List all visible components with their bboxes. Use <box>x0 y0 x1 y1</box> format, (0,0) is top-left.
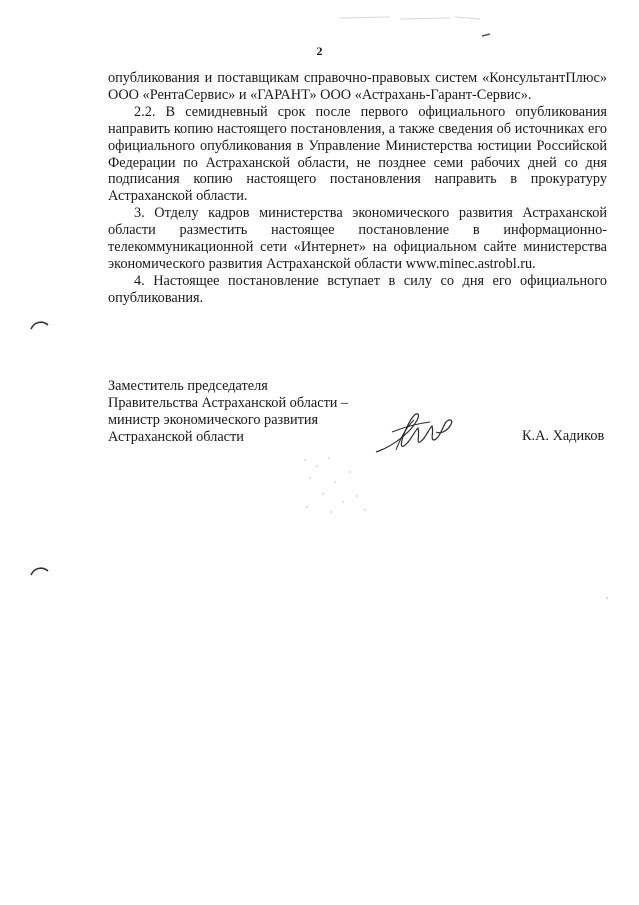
faint-stamp-noise <box>295 452 385 522</box>
punch-mark-icon <box>28 318 52 332</box>
signer-title-line: министр экономического развития <box>108 412 319 428</box>
scan-noise-top <box>330 8 500 43</box>
paragraph-continuation: опубликования и поставщикам справочно-правовых систем «КонсультантПлюс» ООО «РентаСервис» и «ГАРАНТ» ООО «Астрахань-Гарант-Сервис». <box>108 70 607 103</box>
signer-title-line: Астраханской области <box>108 429 244 445</box>
punch-mark-icon <box>28 564 52 578</box>
paragraph-4: 4. Настоящее постановление вступает в силу со дня его официального опубликования. <box>108 272 607 306</box>
signer-title-line: Правительства Астраханской области – <box>108 395 349 411</box>
signer-title-line: Заместитель председателя <box>108 378 268 394</box>
paragraph-2-2: 2.2. В семидневный срок после первого официального опубликования направить копию настоящего постановления, а также сведения об источниках его официального опубликования в Управление Министерства юстиции Российской Федерации по Астраханской области, не позднее семи рабочих дней со дня подписания копию настоящего постановления направить в прокуратуру Астраханской области. <box>108 103 607 205</box>
scan-speck <box>604 595 610 601</box>
page-number: 2 <box>316 44 323 58</box>
signer-name: К.А. Хадиков <box>522 428 605 444</box>
signature-block-title <box>108 378 408 446</box>
paragraph-3: 3. Отделу кадров министерства экономического развития Астраханской области разместить настоящее постановление в информационно-телекоммуникационной сети «Интернет» на официальном сайте министерства экономического развития Астраханской области www.minec.astrobl.ru. <box>108 205 607 272</box>
document-body <box>108 70 607 307</box>
